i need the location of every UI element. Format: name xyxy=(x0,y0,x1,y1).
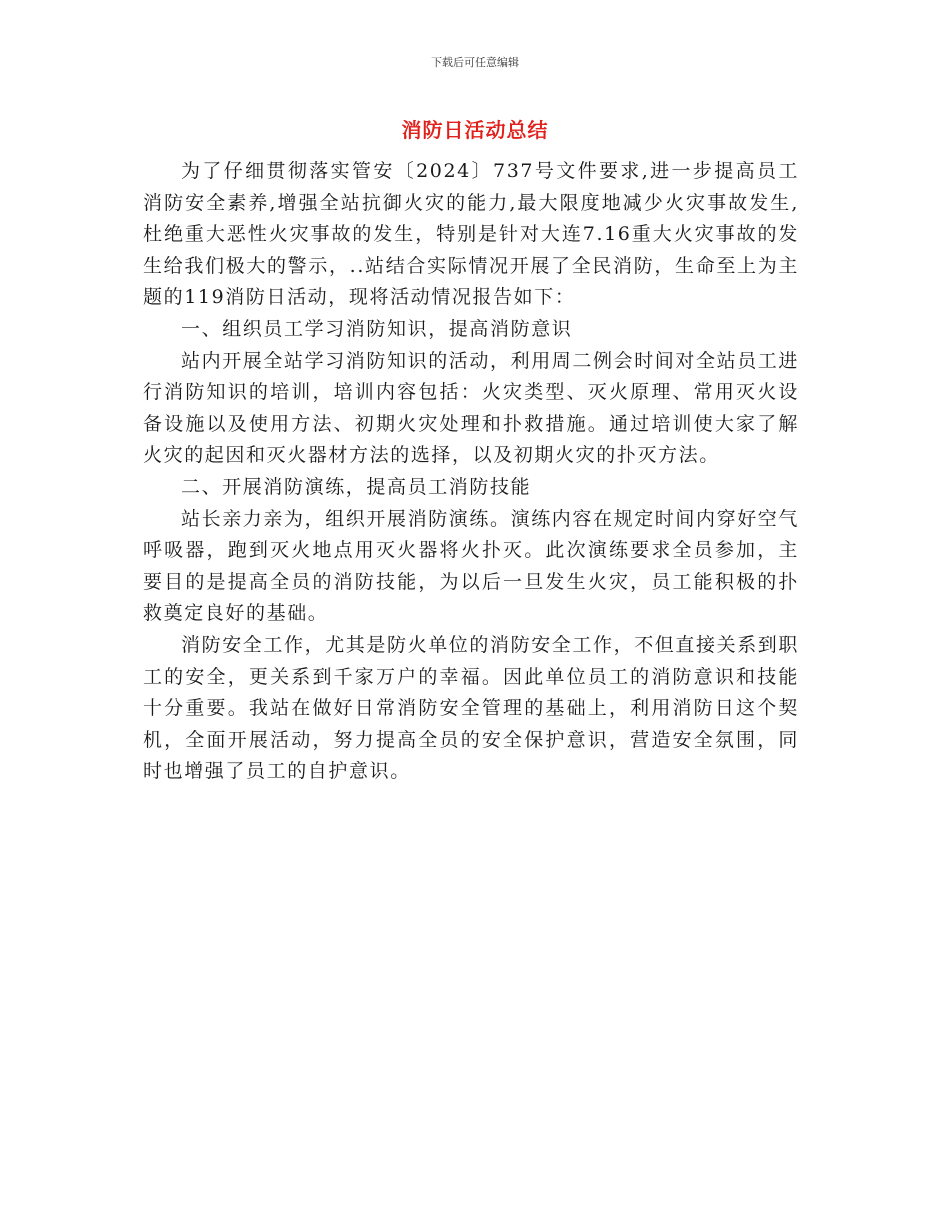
section-heading-2: 二、开展消防演练，提高员工消防技能 xyxy=(181,475,532,498)
paragraph-section-2: 站长亲力亲为，组织开展消防演练。演练内容在规定时间内穿好空气呼吸器，跑到灭火地点用灭火器将火扑灭。此次演练要求全员参加，主要目的是提高全员的消防技能，为以后一旦发生火灾，员工能积极的扑救奠定良好的基础。 xyxy=(143,507,800,625)
paragraph-section-1: 站内开展全站学习消防知识的活动，利用周二例会时间对全站员工进行消防知识的培训，培训内容包括：火灾类型、灭火原理、常用灭火设备设施以及使用方法、初期火灾处理和扑救措施。通过培训使大家了解火灾的起因和灭火器材方法的选择，以及初期火灾的扑灭方法。 xyxy=(143,349,800,467)
section-heading-1: 一、组织员工学习消防知识，提高消防意识 xyxy=(181,317,573,340)
document-title: 消防日活动总结 xyxy=(401,118,549,142)
paragraph-conclusion: 消防安全工作，尤其是防火单位的消防安全工作，不但直接关系到职工的安全，更关系到千家万户的幸福。因此单位员工的消防意识和技能十分重要。我站在做好日常消防安全管理的基础上，利用消防日这个契机，全面开展活动，努力提高全员的安全保护意识，营造安全氛围，同时也增强了员工的自护意识。 xyxy=(143,633,800,783)
header-note: 下载后可任意编辑 xyxy=(431,56,519,69)
document-body xyxy=(143,156,799,788)
paragraph-intro: 为了仔细贯彻落实管安〔2024〕737号文件要求,进一步提高员工消防安全素养,增强全站抗御火灾的能力,最大限度地减少火灾事故发生,杜绝重大恶性火灾事故的发生，特别是针对大连7.16重大火灾事故的发生给我们极大的警示，..站结合实际情况开展了全民消防，生命至上为主题的119消防日活动，现将活动情况报告如下： xyxy=(143,160,799,309)
